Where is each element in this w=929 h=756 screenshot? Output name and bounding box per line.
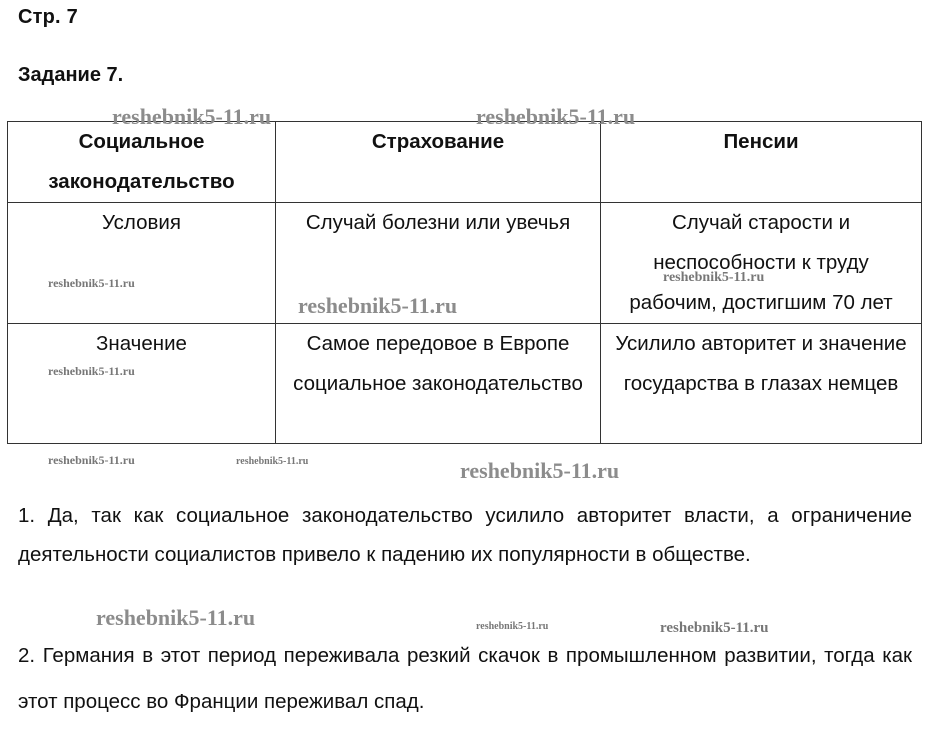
watermark: reshebnik5-11.ru: [48, 453, 135, 467]
header-insurance: Страхование: [276, 122, 601, 203]
table-cell: Самое передовое в Европе социальное законодательство: [276, 324, 601, 444]
watermark: reshebnik5-11.ru: [48, 364, 135, 378]
watermark: reshebnik5-11.ru: [476, 104, 636, 129]
table-cell: Усилило авторитет и значение государства в глазах немцев: [601, 324, 922, 444]
table-cell: Значение: [8, 324, 276, 444]
table-row: [8, 203, 922, 324]
watermark: reshebnik5-11.ru: [48, 276, 135, 290]
table-row: [8, 324, 922, 444]
watermark: reshebnik5-11.ru: [298, 293, 458, 318]
answer-1: 1. Да, так как социальное законодательство усилило авторитет власти, а ограничение деятельности социалистов привело к падению их популярности в обществе.: [18, 504, 912, 566]
watermark: reshebnik5-11.ru: [663, 270, 765, 285]
watermark: reshebnik5-11.ru: [660, 620, 769, 636]
page-label: Стр. 7: [18, 6, 78, 28]
header-social-legislation: Социальное законодательство: [8, 122, 276, 203]
watermark: reshebnik5-11.ru: [112, 104, 272, 129]
watermark: reshebnik5-11.ru: [476, 621, 549, 632]
table-cell: Случай болезни или увечья: [276, 203, 601, 324]
task-title: Задание 7.: [18, 64, 124, 86]
watermark: reshebnik5-11.ru: [460, 458, 620, 483]
answer-table: [7, 121, 922, 444]
header-pensions: Пенсии: [601, 122, 922, 203]
watermark: reshebnik5-11.ru: [96, 605, 256, 630]
watermark: reshebnik5-11.ru: [236, 456, 309, 467]
table-cell: Случай старости и неспособности к труду рабочим, достигшим 70 лет: [601, 203, 922, 324]
answer-2: 2. Германия в этот период переживала резкий скачок в промышленном развитии, тогда как этот процесс во Франции переживал спад.: [18, 644, 912, 713]
table-cell: Условия: [8, 203, 276, 324]
table-header-row: [8, 122, 922, 203]
